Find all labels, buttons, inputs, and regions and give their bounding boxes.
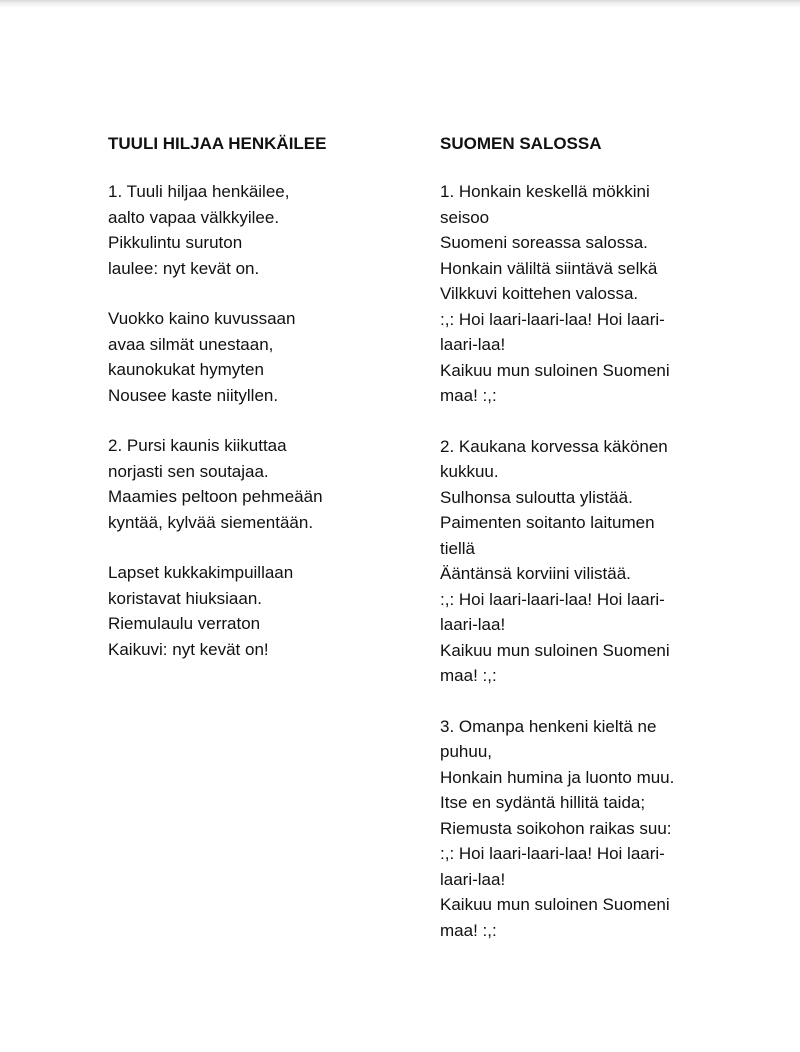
- lyric-line: Ääntänsä korviini vilistää.: [440, 564, 631, 583]
- lyric-line: Nousee kaste niityllen.: [108, 385, 279, 405]
- scan-edge-shadow: [0, 0, 800, 8]
- lyric-line: laulee: nyt kevät on.: [108, 258, 260, 278]
- lyric-line: Kaikuu mun suloinen Suomeni: [440, 640, 670, 660]
- stanza: [440, 434, 730, 689]
- lyric-line: laari-laa!: [440, 335, 506, 354]
- stanza: [108, 560, 398, 662]
- lyric-line: avaa silmät unestaan,: [108, 334, 274, 354]
- lyric-line: Vuokko kaino kuvussaan: [108, 309, 296, 328]
- lyric-line: aalto vapaa välkkyilee.: [108, 207, 280, 227]
- stanza: [108, 433, 398, 535]
- lyric-line: Honkain humina ja luonto muu.: [440, 767, 675, 787]
- song-right-column: [440, 132, 730, 968]
- stanza: [108, 306, 398, 408]
- lyric-line: Vilkkuvi koittehen valossa.: [440, 284, 639, 303]
- lyric-line: 1. Honkain keskellä mökkini: [440, 182, 650, 201]
- lyric-line: Maamies peltoon pehmeään: [108, 487, 323, 506]
- lyric-line: Kaikuu mun suloinen Suomeni: [440, 360, 670, 380]
- lyric-line: laari-laa!: [440, 615, 506, 634]
- song-left-column: [108, 132, 398, 687]
- lyric-line: Pikkulintu suruton: [108, 233, 243, 252]
- lyric-line: Lapset kukkakimpuillaan: [108, 563, 294, 582]
- lyric-line: seisoo: [440, 207, 490, 227]
- song-title: SUOMEN SALOSSA: [440, 134, 602, 153]
- stanza: [108, 179, 398, 281]
- lyric-line: norjasti sen soutajaa.: [108, 461, 269, 481]
- lyric-line: Riemusta soikohon raikas suu:: [440, 818, 672, 838]
- lyric-line: maa! :,:: [440, 920, 497, 940]
- lyric-line: kukkuu.: [440, 462, 499, 481]
- lyric-line: tiellä: [440, 538, 475, 558]
- lyric-line: Honkain väliltä siintävä selkä: [440, 258, 658, 278]
- lyric-line: Itse en sydäntä hillitä taida;: [440, 793, 646, 812]
- lyric-line: Kaikuvi: nyt kevät on!: [108, 639, 269, 659]
- lyric-line: :,: Hoi laari-laari-laa! Hoi laari-: [440, 309, 665, 329]
- lyric-line: kyntää, kylvää siementään.: [108, 512, 314, 532]
- lyric-line: Kaikuu mun suloinen Suomeni: [440, 895, 670, 914]
- lyric-line: Paimenten soitanto laitumen: [440, 513, 655, 532]
- song-title: TUULI HILJAA HENKÄILEE: [108, 134, 327, 153]
- lyric-line: Sulhonsa suloutta ylistää.: [440, 487, 633, 507]
- lyric-line: Suomeni soreassa salossa.: [440, 233, 648, 252]
- stanza: [440, 179, 730, 409]
- lyric-line: Riemulaulu verraton: [108, 614, 261, 633]
- lyric-line: puhuu,: [440, 742, 492, 761]
- lyric-line: :,: Hoi laari-laari-laa! Hoi laari-: [440, 844, 665, 863]
- lyric-line: maa! :,:: [440, 386, 497, 405]
- lyric-line: 3. Omanpa henkeni kieltä ne: [440, 716, 657, 736]
- stanza: [440, 714, 730, 944]
- lyric-line: kaunokukat hymyten: [108, 360, 264, 379]
- lyric-line: koristavat hiuksiaan.: [108, 588, 263, 608]
- lyric-line: :,: Hoi laari-laari-laa! Hoi laari-: [440, 589, 665, 609]
- lyric-line: 2. Pursi kaunis kiikuttaa: [108, 436, 287, 455]
- lyric-line: laari-laa!: [440, 869, 506, 889]
- lyric-line: 1. Tuuli hiljaa henkäilee,: [108, 182, 290, 201]
- lyric-line: 2. Kaukana korvessa käkönen: [440, 436, 668, 456]
- lyric-line: maa! :,:: [440, 666, 497, 685]
